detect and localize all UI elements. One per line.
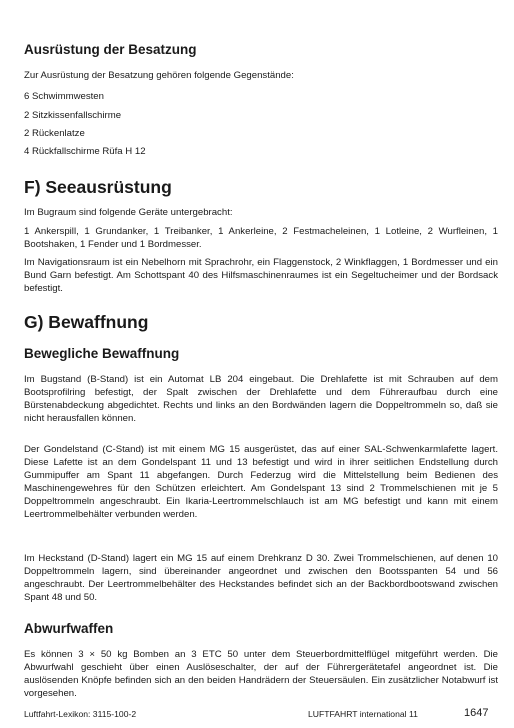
drop-weapons-paragraph: Es können 3 × 50 kg Bomben an 3 ETC 50 unter dem Steuerbordmittelflügel mitgeführt werden. Die Abwurfwahl geschieht über einen Auslöseschalter, der auf der Führergerätetafel angeordnet ist. Die auslösenden Knöpfe befinden sich an den beiden Handrädern der Steuersäulen. Ein zusätzlicher Notabwurf ist vorgesehen. bbox=[24, 649, 498, 699]
section-f-heading: F) Seeausrüstung bbox=[24, 177, 172, 197]
movable-armament-paragraph: Im Bugstand (B-Stand) ist ein Automat LB 204 eingebaut. Die Drehlafette ist mit Schrauben auf dem Bootsprofilring befestigt, der Spalt zwischen der Drehlafette und dem Führeraufbau durch eine Bürstenabdeckung abgedichtet. Rechts und links an den Bordwänden lagern die Doppeltrommeln so, daß sie nicht herausfallen können. bbox=[24, 374, 498, 424]
crew-item: 4 Rückfallschirme Rüfa H 12 bbox=[24, 146, 146, 157]
section-g-heading: G) Bewaffnung bbox=[24, 312, 149, 332]
crew-item: 2 Sitzkissenfallschirme bbox=[24, 110, 122, 121]
crew-equipment-intro: Zur Ausrüstung der Besatzung gehören folgende Gegenstände: bbox=[24, 70, 294, 81]
page-number: 1647 bbox=[464, 707, 489, 719]
section-f-paragraph: Im Navigationsraum ist ein Nebelhorn mit Sprachrohr, ein Flaggenstock, 2 Winkflaggen, 1 Bordmesser und ein Bund Garn befestigt. Am Schottspant 40 des Hilfsmaschinenraumes ist ein Segeltucheimer und der Bordsack befestigt. bbox=[24, 257, 498, 294]
crew-equipment-heading: Ausrüstung der Besatzung bbox=[24, 42, 197, 57]
section-f-paragraph: 1 Ankerspill, 1 Grundanker, 1 Treibanker, 1 Ankerleine, 2 Festmacheleinen, 1 Lotleine, 2 Wurfleinen, 1 Bootshaken, 1 Fender und 1 Bordmesser. bbox=[24, 226, 498, 250]
crew-item: 2 Rückenlatze bbox=[24, 128, 85, 139]
section-f-paragraph: Im Bugraum sind folgende Geräte untergebracht: bbox=[24, 207, 233, 218]
crew-item: 6 Schwimmwesten bbox=[24, 91, 104, 102]
movable-armament-heading: Bewegliche Bewaffnung bbox=[24, 346, 180, 361]
footer-publication: LUFTFAHRT international 11 bbox=[308, 709, 418, 719]
movable-armament-paragraph: Im Heckstand (D-Stand) lagert ein MG 15 auf einem Drehkranz D 30. Zwei Trommelschienen, auf denen 10 Doppeltrommeln lagern, sind übereinander angeordnet und zwischen den Bootsspanten 54 und 56 angeschraubt. Der Leertrommelbehälter des Heckstandes befindet sich an der Backbordbootswand zwischen Spant 48 und 50. bbox=[24, 553, 498, 603]
footer-reference: Luftfahrt-Lexikon: 3115-100-2 bbox=[24, 709, 137, 719]
movable-armament-paragraph: Der Gondelstand (C-Stand) ist mit einem MG 15 ausgerüstet, das auf einer SAL-Schwenkarmlafette lagert. Diese Lafette ist an dem Gondelspant 11 und 13 befestigt und wird in ihrer seitlichen Endstellung durch Gummipuffer am Spant 11 abgefangen. Durch Federzug wird die Mittelstellung beim Bedienen des Maschinengewehres für den Schützen erleichtert. Am Gondelspant 13 sind 2 Trommelschienen mit je 5 Doppeltrommeln angeschraubt. Ein Ikaria-Leertrommelschlauch ist am MG befestigt und kann mit einem Leertrommelbehälter verbunden werden. bbox=[24, 444, 498, 520]
drop-weapons-heading: Abwurfwaffen bbox=[24, 621, 114, 636]
